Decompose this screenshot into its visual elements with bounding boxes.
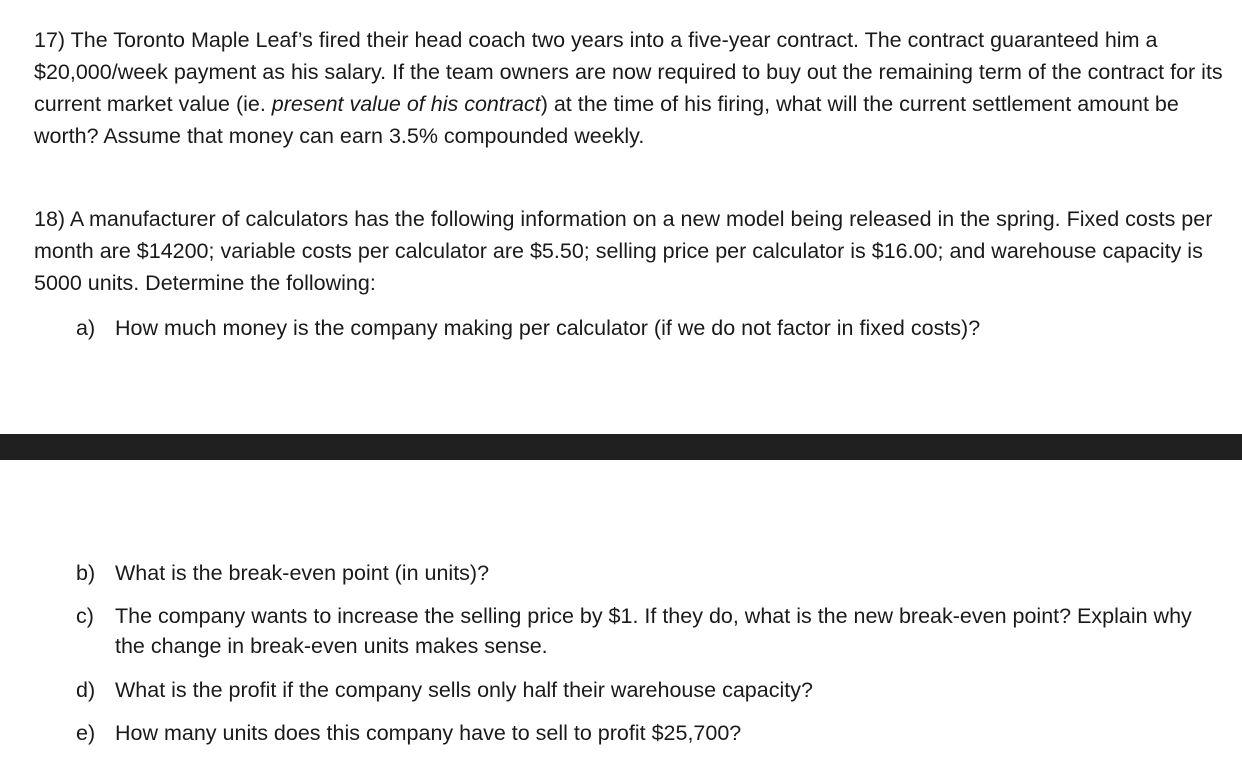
question-18-part-e: [76, 718, 1216, 748]
part-c-text: The company wants to increase the selling price by $1. If they do, what is the new break-even point? Explain why the change in break-even units makes sense.: [115, 604, 1192, 658]
part-d-letter: d): [76, 678, 96, 702]
question-17-text-end: ) at the time of his firing, what will the current settlement amount be worth? Assume that money can earn 3.5% compounded weekly.: [34, 92, 1179, 148]
part-a-text: How much money is the company making per calculator (if we do not factor in fixed costs)?: [115, 316, 981, 340]
question-18-part-d: [76, 675, 1216, 705]
part-b-letter: b): [76, 561, 96, 585]
question-18-intro: 18) A manufacturer of calculators has the following information on a new model being released in the spring. Fixed costs per month are $14200; variable costs per calculator are $5.50; selling price per calculator is $16.00; and warehouse capacity is 5000 units. Determine the following:: [34, 207, 1213, 295]
part-e-letter: e): [76, 721, 96, 745]
question-18-part-b: [76, 558, 1216, 588]
part-d-text: What is the profit if the company sells only half their warehouse capacity?: [115, 678, 813, 702]
question-17-italic-phrase: present value of his contract: [271, 92, 541, 116]
question-17: [34, 24, 1224, 152]
part-e-text: How many units does this company have to sell to profit $25,700?: [115, 721, 742, 745]
page-divider-bar: [0, 434, 1242, 460]
question-18-part-c: [76, 601, 1216, 661]
part-c-letter: c): [76, 604, 94, 628]
question-18-part-a: [76, 313, 1216, 343]
part-b-text: What is the break-even point (in units)?: [115, 561, 490, 585]
part-a-letter: a): [76, 316, 96, 340]
question-17-text: 17) The Toronto Maple Leaf’s fired their head coach two years into a five-year contract. The contract guaranteed him a $20,000/week payment as his salary. If the team owners are now required to buy out the remaining term of the contract for its current market value (ie.: [34, 28, 1223, 116]
